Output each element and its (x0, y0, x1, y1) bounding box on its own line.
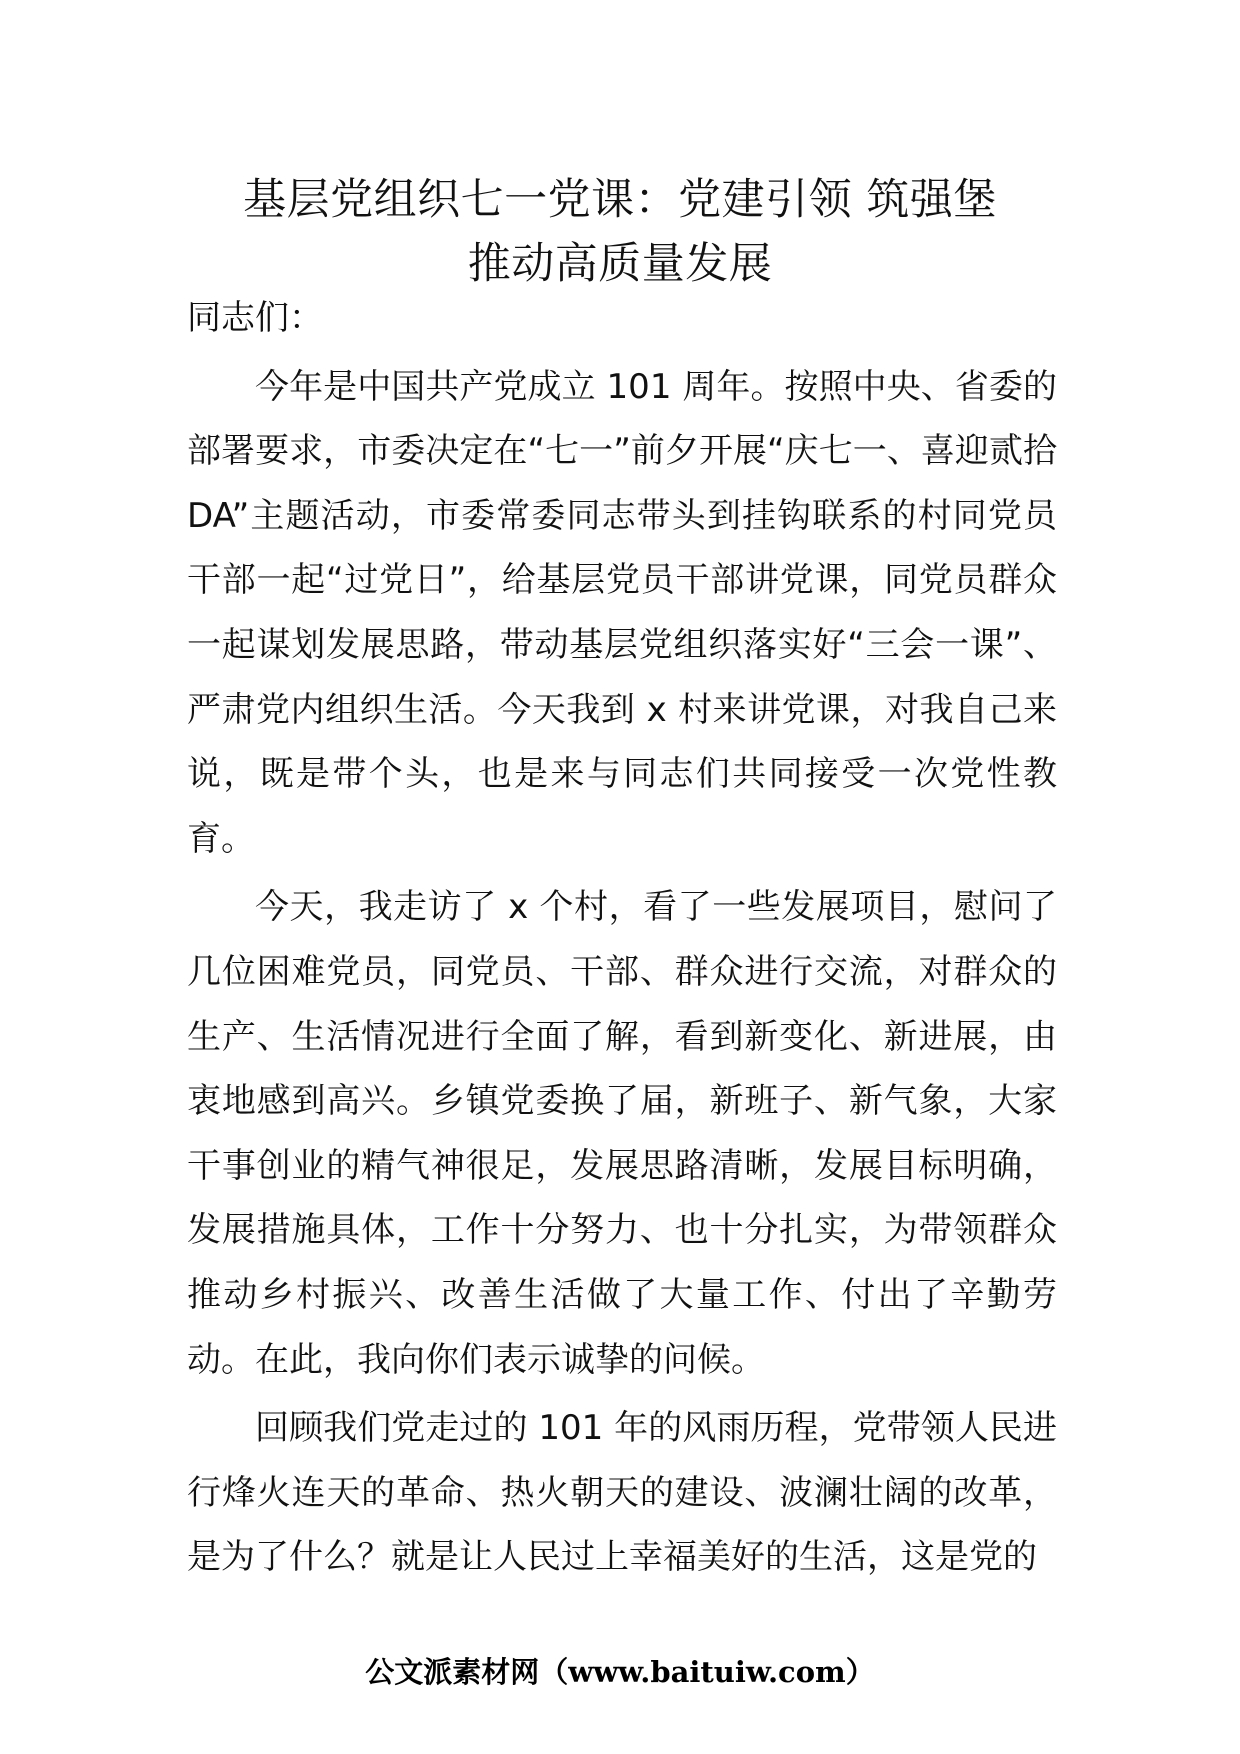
footer-watermark: 公文派素材网（www.baituiw.com） (365, 1655, 875, 1689)
document-title-line1: 基层党组织七一党课：党建引领 筑强堡 (243, 175, 997, 225)
paragraph-1: 今年是中国共产党成立 101 周年。按照中央、省委的部署要求，市委决定在“七一”前夕开展“庆七一、喜迎贰拾 DA”主题活动，市委常委同志带头到挂钩联系的村同党员干部一起“过党日”，给基层党员干部讲党课，同党员群众一起谋划发展思路，带动基层党组织落实好“三会一课”、严肃党内组织生活。今天我到 x 村来讲党课，对我自己来说，既是带个头，也是来与同志们共同接受一次党性教育。 (187, 366, 1057, 859)
document-body (187, 286, 1057, 1590)
salutation: 同志们： (187, 298, 323, 338)
document-title-line2: 推动高质量发展 (467, 239, 773, 289)
paragraph-3: 回顾我们党走过的 101 年的风雨历程，党带领人民进行烽火连天的革命、热火朝天的建设、波澜壮阔的改革，是为了什么？就是让人民过上幸福美好的生活，这是党的 (187, 1408, 1057, 1578)
paragraph-2: 今天，我走访了 x 个村，看了一些发展项目，慰问了几位困难党员，同党员、干部、群众进行交流，对群众的生产、生活情况进行全面了解，看到新变化、新进展，由衷地感到高兴。乡镇党委换了届，新班子、新气象，大家干事创业的精气神很足，发展思路清晰，发展目标明确，发展措施具体，工作十分努力、也十分扎实，为带领群众推动乡村振兴、改善生活做了大量工作、付出了辛勤劳动。在此，我向你们表示诚挚的问候。 (187, 887, 1057, 1380)
